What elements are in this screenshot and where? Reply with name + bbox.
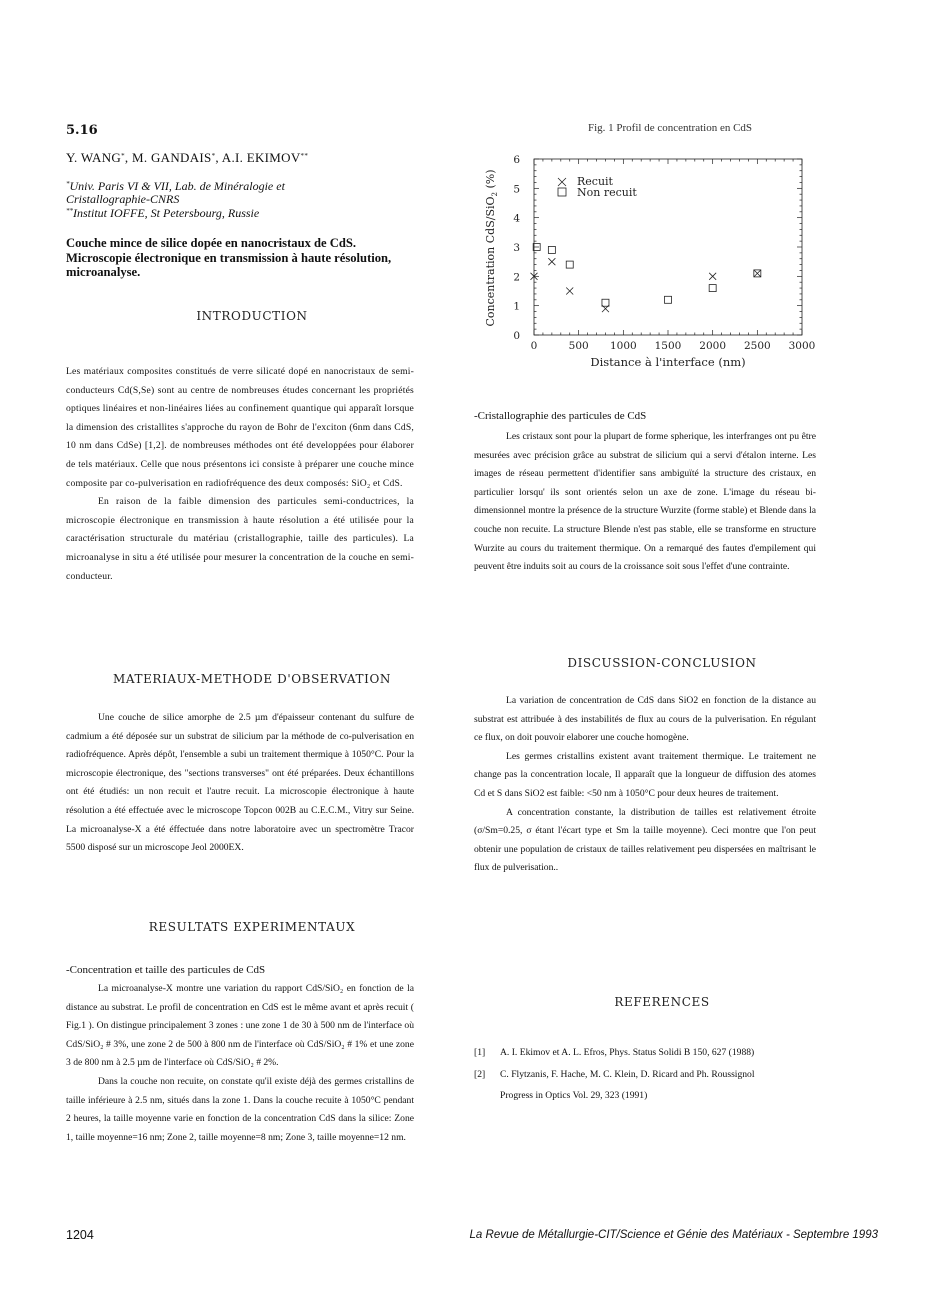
affiliation-1-mark: *: [66, 180, 70, 188]
discussion-paragraph-1: La variation de concentration de CdS dans SiO2 en fonction de la distance au substrat est attribuée à des instabilités de flux au cours de la pulverisation. En régulant ce flux, on doit pouvoir elaborer une couche homogène.: [474, 695, 816, 744]
recuit-point: [754, 270, 761, 277]
x-axis-label: Distance à l'interface (nm): [590, 355, 746, 369]
y-tick-label: 5: [513, 183, 520, 196]
results-subheading-1: -Concentration et taille des particules de CdS: [66, 964, 266, 976]
plot-frame: [534, 159, 802, 335]
figure-caption: Fig. 1 Profil de concentration en CdS: [587, 122, 753, 134]
author-2: M. GANDAIS: [132, 150, 212, 165]
reference-1-text: A. I. Ekimov et A. L. Efros, Phys. Status Solidi B 150, 627 (1988): [500, 1047, 755, 1058]
x-tick-label: 1000: [609, 340, 637, 352]
recuit-point: [709, 273, 716, 280]
legend-nonrecuit-marker: [558, 188, 566, 196]
non-recuit-point: [602, 299, 609, 306]
heading-introduction: INTRODUCTION: [196, 309, 308, 323]
reference-1: [474, 1047, 854, 1058]
introduction-paragraph-1: Les matériaux composites constitués de verre silicaté dopé en nanocristaux de semi-conducteurs Cd(S,Se) sont au centre de nombreuses études concernant les propriétés optiques linéaires et non-linéaires liées au confinement quantique qui apparaît lorsque la dimension des cristallites s'approche du rayon de Bohr de l'exciton (6nm dans CdS, 10 nm dans CdSe) [1,2]. de nombreuses méthodes ont été developpées pour élaborer de tels matériaux. Celle que nous présentons ici consiste à préparer une couche mince composite par co-pulverisation en radiofréquence des deux composés: SiO₂ et CdS.: [66, 366, 414, 489]
author-1: Y. WANG: [66, 150, 122, 165]
x-tick-label: 3000: [788, 340, 816, 352]
y-tick-label: 2: [513, 271, 520, 284]
author-1-mark: *: [121, 152, 125, 160]
introduction-paragraph-2: En raison de la faible dimension des particules semi-conductrices, la microscopie électronique en transmission à haute résolution a été utilisée pour la caractérisation structurale du matériau (cristallographie, taille des particules). La microanalyse in situ a été utilisée pour mesurer la concentration de la couche en semi-conducteur.: [66, 496, 414, 582]
y-tick-label: 6: [513, 154, 520, 166]
reference-2-text: C. Flytzanis, F. Hache, M. C. Klein, D. Ricard and Ph. Roussignol: [500, 1069, 755, 1080]
crystallography-paragraph: Les cristaux sont pour la plupart de forme spherique, les interfranges ont pu être mesurées avec précision grâce au substrat de silicium qui a servi d'étalon interne. Les images de réseau permettent d'identifier sans ambiguïté la structure des cristaux, en particulier lorsqu' ils sont orientés selon un axe de zone. L'image du réseau bi-dimensionnel montre la présence de la structure Wurzite (forme stable) et Blende dans la couche non recuite. La structure Blende n'est pas stable, elle se transforme en structure Wurzite au cours du traitement thermique. On a remarqué des fautes d'empilement qui peuvent être induits soit au cours de la croissance soit sous l'effet d'une contrainte.: [474, 431, 816, 573]
results-body: [66, 980, 414, 1147]
legend: [558, 175, 637, 199]
legend-nonrecuit-label: Non recuit: [577, 186, 637, 199]
author-3-mark: **: [300, 152, 309, 160]
discussion-paragraph-3: A concentration constante, la distribution de tailles est relativement étroite (σ/Sm=0.25, σ étant l'écart type et Sm la taille moyenne). Ceci montre que l'on peut obtenir une population de cristaux de tailles relativement peu dispersées en maîtrisant le flux de pulverisation..: [474, 806, 816, 874]
non-recuit-point: [548, 246, 555, 253]
affiliation-2: [66, 206, 259, 221]
y-tick-label: 3: [513, 242, 520, 254]
introduction-body: [66, 363, 414, 586]
x-tick-label: 0: [530, 340, 538, 352]
author-line: Y. WANG*, M. GANDAIS*, A.I. EKIMOV**: [66, 150, 309, 165]
y-tick-label: 0: [513, 330, 520, 342]
results-subheading-2: -Cristallographie des particules de CdS: [474, 410, 647, 422]
paper-title: Couche mince de silice dopée en nanocristaux de CdS. Microscopie électronique en transmission à haute résolution, microanalyse.: [66, 236, 392, 279]
data-markers: [531, 244, 761, 313]
reference-2-continuation: Progress in Optics Vol. 29, 323 (1991): [500, 1090, 648, 1101]
methods-body: [66, 709, 414, 858]
x-tick-label: 500: [568, 340, 589, 352]
affiliation-1-text: Univ. Paris VI & VII, Lab. de Minéralogie et Cristallographie-CNRS: [66, 179, 285, 206]
results-paragraph-2: Dans la couche non recuite, on constate qu'il existe déjà des germes cristallins de taille inférieure à 2.5 nm, situés dans la zone 1. Dans la couche recuite à 1050°C pendant 2 heures, la taille moyenne varie en fonction de la concentration CdS dans la silice: Zone 1, taille moyenne=16 nm; Zone 2, taille moyenne=8 nm; Zone 3, taille moyenne=12 nm.: [66, 1075, 414, 1143]
axis-tick-labels: [513, 154, 815, 352]
y-tick-label: 1: [513, 300, 520, 313]
axis-ticks: [534, 159, 802, 335]
methods-paragraph-1: Une couche de silice amorphe de 2.5 µm d'épaisseur contenant du sulfure de cadmium a été déposée sur un substrat de silicium par la méthode de co-pulverisation en radiofréquence. Après dépôt, l'ensemble a subi un traitement thermique à 1050°C. Pour la microscopie électronique, des "sections transverses" ont été préparées. Deux échantillons ont été étudiés: un non recuit et l'autre recuit. La microscopie électronique à haute résolution a été effectuée avec le microscope Topcon 002B au C.E.C.M., Vitry sur Seine. La microanalyse-X a été éffectuée dans notre laboratoire avec un spectromètre Tracor 5500 disposé sur un microscope Jeol 2000EX.: [66, 712, 414, 854]
page-number: 1204: [66, 1228, 94, 1242]
reference-2: [474, 1069, 854, 1080]
heading-results: RESULTATS EXPERIMENTAUX: [148, 920, 356, 934]
results-paragraph-1: La microanalyse-X montre une variation du rapport CdS/SiO₂ en fonction de la distance au substrat. Le profil de concentration en CdS est le même avant et après recuit ( Fig.1 ). On distingue principalement 3 zones : une zone 1 de 30 à 500 nm de l'interface où CdS/SiO₂ # 3%, une zone 2 de 500 à 800 nm de l'interface où CdS/SiO₂ # 1% et une zone 3 de 800 nm à 2.5 µm de l'interface où CdS/SiO₂ # 2%.: [66, 983, 414, 1069]
x-tick-label: 2500: [743, 340, 771, 352]
recuit-point: [548, 258, 555, 265]
x-tick-label: 1500: [654, 340, 682, 352]
heading-discussion: DISCUSSION-CONCLUSION: [567, 656, 757, 670]
crystallography-body: [474, 428, 816, 577]
recuit-point: [566, 288, 573, 295]
y-tick-label: 4: [513, 212, 520, 225]
section-number: 5.16: [66, 123, 98, 138]
reference-1-number: [1]: [474, 1047, 486, 1058]
x-tick-label: 2000: [699, 340, 727, 352]
non-recuit-point: [709, 285, 716, 292]
legend-recuit-marker: [558, 178, 566, 186]
heading-methods: MATERIAUX-METHODE D'OBSERVATION: [112, 672, 392, 686]
discussion-body: [474, 692, 816, 878]
discussion-paragraph-2: Les germes cristallins existent avant traitement thermique. Le traitement ne change pas la concentration locale, Il apparaît que la longueur de diffusion des atomes Cd et S dans SiO2 est faible: <50 nm à 1050°C pour deux heures de traitement.: [474, 750, 816, 799]
concentration-chart: [470, 140, 830, 372]
author-2-mark: *: [211, 152, 216, 160]
y-axis-label: Concentration CdS/SiO$_2$ (%): [484, 169, 499, 327]
legend-recuit-label: Recuit: [577, 175, 613, 188]
affiliation-2-mark: **: [66, 207, 73, 215]
non-recuit-point: [665, 296, 672, 303]
heading-references: REFERENCES: [614, 995, 710, 1009]
reference-2-number: [2]: [474, 1069, 486, 1080]
journal-footer: La Revue de Métallurgie-CIT/Science et Génie des Matériaux - Septembre 1993: [469, 1229, 878, 1241]
affiliation-2-text: Institut IOFFE, St Petersbourg, Russie: [73, 206, 260, 220]
author-3: A.I. EKIMOV: [221, 150, 301, 165]
non-recuit-point: [566, 261, 573, 268]
affiliation-1: [66, 178, 366, 206]
